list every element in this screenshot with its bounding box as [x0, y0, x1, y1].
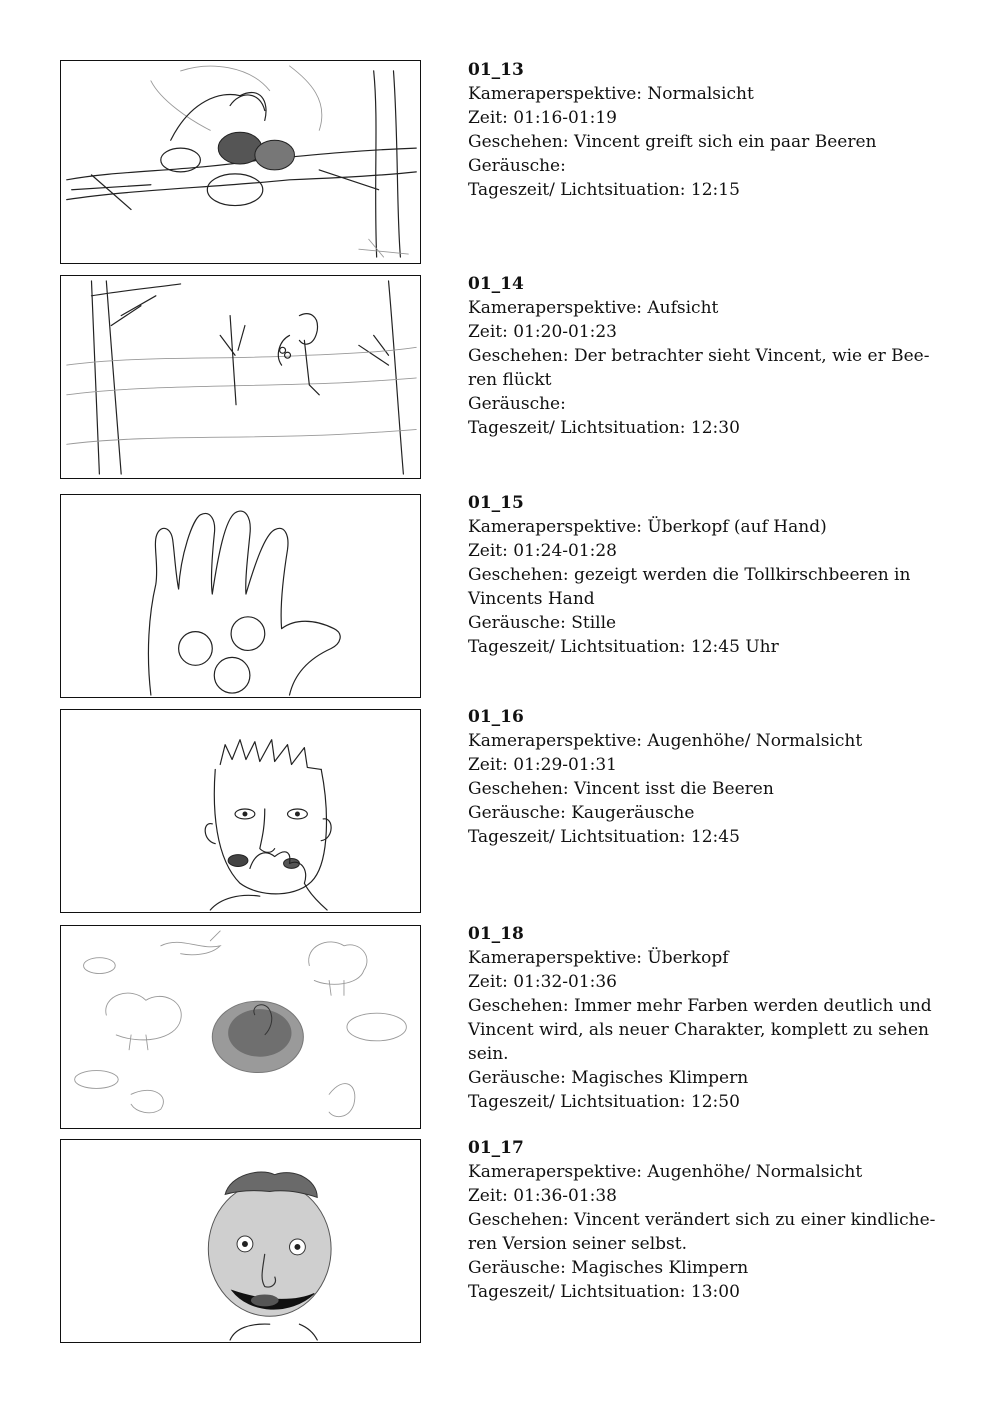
time-range: Zeit: 01:24-01:28 — [468, 541, 617, 561]
panel-id: 01_13 — [468, 60, 524, 80]
camera-perspective: Kameraperspektive: Überkopf (auf Hand) — [468, 517, 827, 537]
panel-description-01-14 — [468, 272, 938, 440]
time-range: Zeit: 01:36-01:38 — [468, 1186, 617, 1206]
panel-id: 01_15 — [468, 493, 524, 513]
panel-id: 01_17 — [468, 1138, 524, 1158]
action-line: Geschehen: gezeigt werden die Tollkirschbeeren in — [468, 565, 911, 585]
camera-perspective: Kameraperspektive: Augenhöhe/ Normalsicht — [468, 731, 863, 751]
sketch-berries-in-hand — [61, 495, 420, 697]
daytime-light: Tageszeit/ Lichtsituation: 12:45 — [468, 827, 740, 847]
sketch-vincent-eating-berries — [61, 710, 420, 912]
panel-id: 01_16 — [468, 707, 524, 727]
sketch-vincent-childlike — [61, 1140, 420, 1342]
sounds: Geräusche: Kaugeräusche — [468, 803, 695, 823]
camera-perspective: Kameraperspektive: Normalsicht — [468, 84, 754, 104]
panel-description-01-13 — [468, 58, 938, 202]
panel-description-01-16 — [468, 705, 938, 849]
panel-description-01-15 — [468, 491, 938, 659]
daytime-light: Tageszeit/ Lichtsituation: 12:15 — [468, 180, 740, 200]
sketch-hand-grabbing-berries — [61, 61, 420, 263]
sounds: Geräusche: Magisches Klimpern — [468, 1068, 749, 1088]
sounds: Geräusche: Stille — [468, 613, 617, 633]
sketch-colors-appear-overhead — [61, 926, 420, 1128]
action-line: ren Version seiner selbst. — [468, 1234, 688, 1254]
time-range: Zeit: 01:20-01:23 — [468, 322, 617, 342]
action-line: Geschehen: Vincent verändert sich zu einer kindliche- — [468, 1210, 936, 1230]
action-line: Vincents Hand — [468, 589, 595, 609]
daytime-light: Tageszeit/ Lichtsituation: 12:45 Uhr — [468, 637, 779, 657]
action-line: Geschehen: Vincent isst die Beeren — [468, 779, 774, 799]
action-line: Geschehen: Der betrachter sieht Vincent, wie er Bee- — [468, 346, 930, 366]
action-line: Geschehen: Immer mehr Farben werden deutlich und — [468, 996, 932, 1016]
action-line: Vincent wird, als neuer Charakter, komplett zu sehen — [468, 1020, 929, 1040]
sketch-vincent-picking-berries — [61, 276, 420, 478]
storyboard-frame-01-13 — [60, 60, 421, 264]
time-range: Zeit: 01:32-01:36 — [468, 972, 617, 992]
camera-perspective: Kameraperspektive: Überkopf — [468, 948, 729, 968]
storyboard-frame-01-15 — [60, 494, 421, 698]
storyboard-frame-01-14 — [60, 275, 421, 479]
action-line: sein. — [468, 1044, 509, 1064]
time-range: Zeit: 01:16-01:19 — [468, 108, 617, 128]
sounds: Geräusche: — [468, 156, 566, 176]
time-range: Zeit: 01:29-01:31 — [468, 755, 617, 775]
sounds: Geräusche: Magisches Klimpern — [468, 1258, 749, 1278]
daytime-light: Tageszeit/ Lichtsituation: 13:00 — [468, 1282, 740, 1302]
daytime-light: Tageszeit/ Lichtsituation: 12:30 — [468, 418, 740, 438]
action-line: ren flückt — [468, 370, 552, 390]
storyboard-frame-01-18 — [60, 925, 421, 1129]
storyboard-frame-01-17 — [60, 1139, 421, 1343]
camera-perspective: Kameraperspektive: Augenhöhe/ Normalsicht — [468, 1162, 863, 1182]
sounds: Geräusche: — [468, 394, 566, 414]
panel-id: 01_14 — [468, 274, 524, 294]
panel-description-01-17 — [468, 1136, 938, 1304]
storyboard-frame-01-16 — [60, 709, 421, 913]
daytime-light: Tageszeit/ Lichtsituation: 12:50 — [468, 1092, 740, 1112]
action-line: Geschehen: Vincent greift sich ein paar Beeren — [468, 132, 877, 152]
panel-id: 01_18 — [468, 924, 524, 944]
panel-description-01-18 — [468, 922, 938, 1114]
camera-perspective: Kameraperspektive: Aufsicht — [468, 298, 719, 318]
